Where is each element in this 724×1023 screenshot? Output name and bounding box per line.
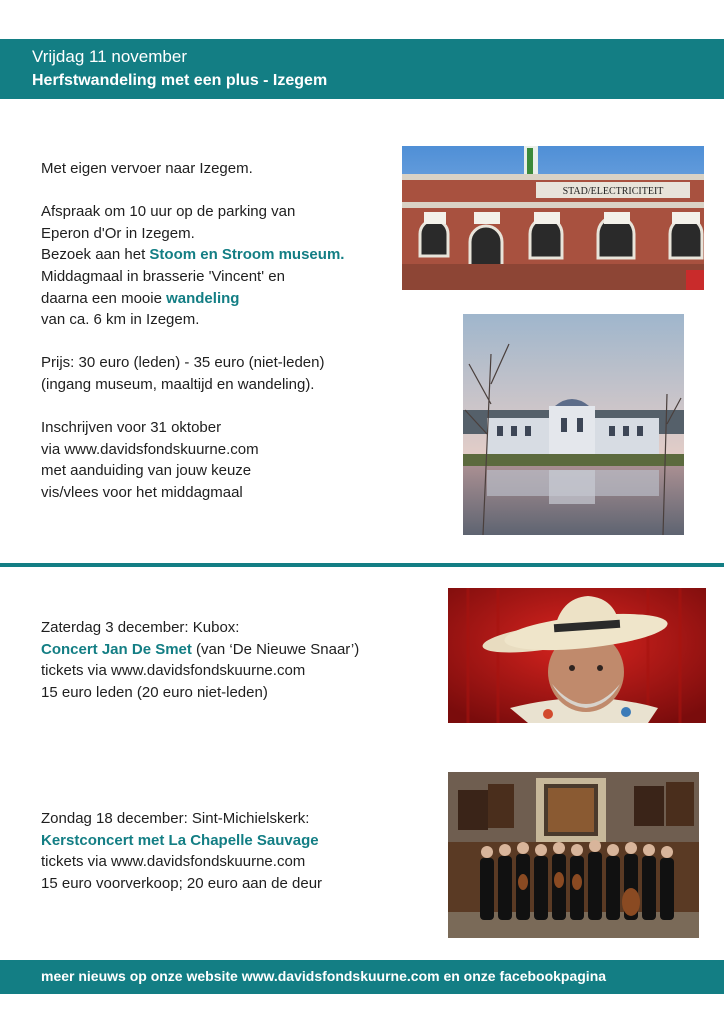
- text-line: [41, 244, 344, 266]
- line-text: daarna een mooie: [41, 289, 167, 307]
- building-sign-text: STAD/ELECTRICITEIT: [562, 186, 664, 197]
- line-text: (van ‘De Nieuwe Snaar’): [191, 640, 360, 658]
- text-line: 15 euro voorverkoop; 20 euro aan de deur: [41, 874, 323, 892]
- footer-banner: [0, 960, 724, 994]
- line-text: Bezoek aan het: [41, 246, 150, 264]
- footer-text: meer nieuws op onze website www.davidsfondskuurne.com en onze facebookpagina: [41, 968, 607, 984]
- text-line: [41, 639, 359, 661]
- event-date: Vrijdag 11 november: [32, 47, 187, 66]
- event-title: Herfstwandeling met een plus - Izegem: [32, 72, 328, 89]
- highlight-text: wandeling: [166, 289, 240, 307]
- text-line: Zondag 18 december: Sint-Michielskerk:: [41, 810, 310, 827]
- event2-description: [41, 617, 359, 703]
- event1-description: [41, 158, 344, 504]
- text-line: Afspraak om 10 uur op de parking van: [41, 203, 296, 221]
- section-divider: [0, 563, 724, 567]
- text-line: vis/vlees voor het middagmaal: [41, 483, 243, 501]
- text-line: Eperon d'Or in Izegem.: [41, 224, 195, 242]
- highlight-text: Concert Jan De Smet: [41, 640, 192, 658]
- highlight-text: Kerstconcert met La Chapelle Sauvage: [41, 831, 319, 849]
- text-line: via www.davidsfondskuurne.com: [41, 440, 259, 458]
- text-line: van ca. 6 km in Izegem.: [41, 311, 200, 329]
- text-line: (ingang museum, maaltijd en wandeling).: [41, 375, 315, 393]
- text-line: tickets via www.davidsfondskuurne.com: [41, 662, 306, 680]
- event3-description: [41, 808, 322, 894]
- jan-de-smet-photo: [448, 588, 706, 723]
- text-line: Prijs: 30 euro (leden) - 35 euro (niet-leden): [41, 354, 325, 372]
- text-line: Zaterdag 3 december: Kubox:: [41, 619, 240, 636]
- event-header-banner: [0, 39, 724, 99]
- text-line: [41, 288, 344, 310]
- text-line: met aanduiding van jouw keuze: [41, 462, 252, 480]
- text-line: [41, 830, 322, 852]
- text-line: Inschrijven voor 31 oktober: [41, 419, 222, 437]
- castle-pond-photo: [463, 314, 684, 535]
- highlight-text: Stoom en Stroom museum.: [149, 246, 345, 264]
- line-gap: [41, 396, 344, 418]
- text-line: 15 euro leden (20 euro niet-leden): [41, 683, 268, 701]
- line-gap: [41, 180, 344, 202]
- la-chapelle-sauvage-photo: [448, 772, 699, 938]
- line-gap: [41, 331, 344, 353]
- museum-building-photo: [402, 146, 704, 290]
- text-line: Middagmaal in brasserie 'Vincent' en: [41, 267, 285, 285]
- text-line: Met eigen vervoer naar Izegem.: [41, 160, 253, 177]
- text-line: tickets via www.davidsfondskuurne.com: [41, 853, 306, 871]
